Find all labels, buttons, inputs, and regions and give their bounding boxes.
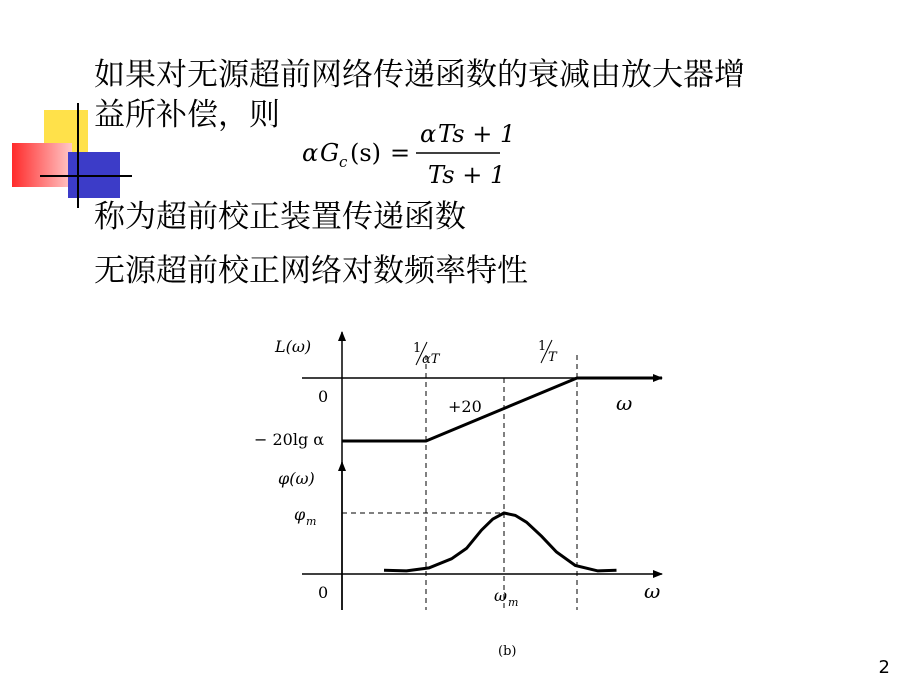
corner-frequency-2-label bbox=[538, 339, 558, 365]
formula-numerator-alpha: α bbox=[420, 120, 437, 148]
phase-peak-label bbox=[294, 505, 316, 528]
omega-m-subscript: m bbox=[508, 596, 519, 609]
formula-numerator: Ts + 1 bbox=[438, 120, 516, 148]
corner1-denominator: αT bbox=[422, 352, 440, 367]
phase-curve bbox=[384, 513, 617, 571]
formula-equals: = bbox=[390, 139, 411, 167]
phase-zero-label: 0 bbox=[318, 583, 329, 602]
slope-label: +20 bbox=[448, 397, 482, 416]
corner-frequency-1-label bbox=[413, 341, 441, 367]
decorative-red-square bbox=[12, 143, 72, 187]
transfer-function-formula bbox=[300, 118, 530, 190]
magnitude-zero-label: 0 bbox=[318, 387, 329, 406]
omega-m-label bbox=[494, 586, 518, 609]
formula-denominator: Ts + 1 bbox=[428, 161, 506, 189]
decorative-horizontal-line bbox=[40, 175, 132, 177]
corner2-denominator: T bbox=[548, 350, 557, 365]
figure-caption: (b) bbox=[498, 644, 517, 659]
magnitude-asymptote-line bbox=[342, 378, 662, 441]
corner2-numerator: 1 bbox=[538, 339, 547, 354]
body-text-line-1: 如果对无源超前网络传递函数的衰减由放大器增 bbox=[94, 57, 745, 93]
decorative-vertical-line bbox=[77, 103, 79, 208]
phase-y-label: φ(ω) bbox=[278, 469, 315, 488]
omega-m-symbol: ω bbox=[494, 586, 508, 605]
phase-x-label: ω bbox=[644, 579, 661, 603]
body-text-line-2: 益所补偿，则 bbox=[94, 97, 280, 133]
magnitude-x-label: ω bbox=[616, 391, 633, 415]
formula-lhs-g: G bbox=[320, 139, 340, 167]
formula-lhs-subscript: c bbox=[339, 153, 348, 171]
phase-peak-symbol: φ bbox=[294, 505, 306, 524]
page-number: 2 bbox=[878, 657, 890, 678]
magnitude-low-level-label: − 20lg α bbox=[254, 430, 325, 449]
body-text-line-3: 称为超前校正装置传递函数 bbox=[94, 199, 466, 235]
corner1-numerator: 1 bbox=[413, 341, 422, 356]
phase-peak-subscript: m bbox=[306, 515, 317, 528]
body-text-line-4: 无源超前校正网络对数频率特性 bbox=[94, 253, 528, 289]
bode-plot-figure bbox=[250, 320, 690, 665]
formula-lhs-alpha: α bbox=[302, 139, 319, 167]
formula-lhs-argument: (s) bbox=[350, 139, 382, 167]
magnitude-y-label: L(ω) bbox=[275, 337, 312, 356]
